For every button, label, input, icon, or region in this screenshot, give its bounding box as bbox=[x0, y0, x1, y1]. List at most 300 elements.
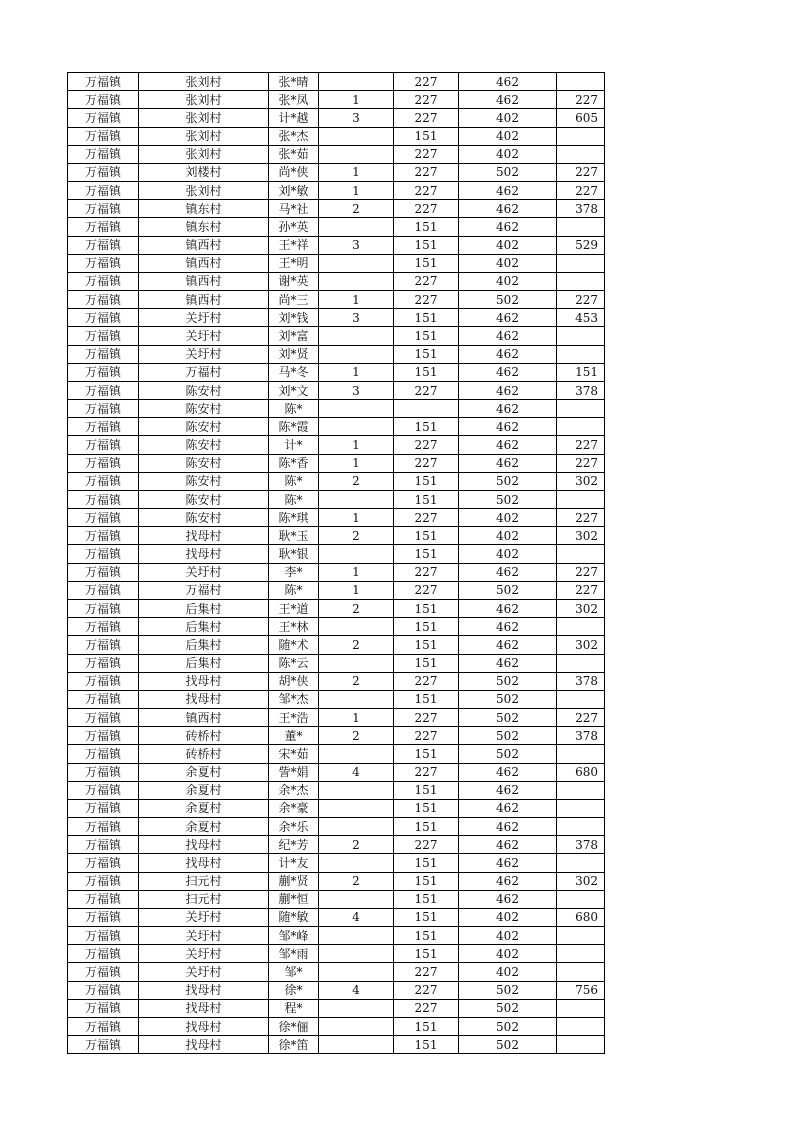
village-cell: 扫元村 bbox=[139, 890, 269, 908]
town-cell: 万福镇 bbox=[68, 763, 139, 781]
name-cell: 耿*银 bbox=[269, 545, 319, 563]
village-cell: 张刘村 bbox=[139, 91, 269, 109]
table-row bbox=[68, 400, 605, 418]
amount-b-cell: 462 bbox=[459, 381, 557, 399]
town-cell: 万福镇 bbox=[68, 836, 139, 854]
town-cell: 万福镇 bbox=[68, 163, 139, 181]
table-row bbox=[68, 709, 605, 727]
total-cell bbox=[557, 73, 605, 91]
amount-a-cell: 151 bbox=[394, 345, 459, 363]
total-cell bbox=[557, 963, 605, 981]
amount-a-cell: 151 bbox=[394, 327, 459, 345]
total-cell: 227 bbox=[557, 454, 605, 472]
table-row bbox=[68, 163, 605, 181]
total-cell: 378 bbox=[557, 381, 605, 399]
count-cell: 2 bbox=[319, 636, 394, 654]
town-cell: 万福镇 bbox=[68, 818, 139, 836]
village-cell: 找母村 bbox=[139, 999, 269, 1017]
name-cell: 随*敏 bbox=[269, 908, 319, 926]
amount-a-cell: 151 bbox=[394, 636, 459, 654]
amount-b-cell: 402 bbox=[459, 272, 557, 290]
amount-a-cell: 151 bbox=[394, 127, 459, 145]
amount-a-cell: 227 bbox=[394, 200, 459, 218]
name-cell: 刘*富 bbox=[269, 327, 319, 345]
table-row bbox=[68, 127, 605, 145]
village-cell: 张刘村 bbox=[139, 145, 269, 163]
town-cell: 万福镇 bbox=[68, 490, 139, 508]
total-cell: 302 bbox=[557, 636, 605, 654]
name-cell: 徐* bbox=[269, 981, 319, 999]
town-cell: 万福镇 bbox=[68, 381, 139, 399]
amount-a-cell: 227 bbox=[394, 291, 459, 309]
table-row bbox=[68, 745, 605, 763]
name-cell: 宋*茹 bbox=[269, 745, 319, 763]
name-cell: 计* bbox=[269, 436, 319, 454]
village-cell: 镇西村 bbox=[139, 709, 269, 727]
name-cell: 耿*玉 bbox=[269, 527, 319, 545]
count-cell: 2 bbox=[319, 527, 394, 545]
name-cell: 计*越 bbox=[269, 109, 319, 127]
town-cell: 万福镇 bbox=[68, 418, 139, 436]
count-cell bbox=[319, 345, 394, 363]
town-cell: 万福镇 bbox=[68, 309, 139, 327]
name-cell: 蒯*恒 bbox=[269, 890, 319, 908]
town-cell: 万福镇 bbox=[68, 945, 139, 963]
amount-b-cell: 462 bbox=[459, 309, 557, 327]
name-cell: 陈*云 bbox=[269, 654, 319, 672]
total-cell bbox=[557, 400, 605, 418]
total-cell: 302 bbox=[557, 472, 605, 490]
total-cell bbox=[557, 127, 605, 145]
name-cell: 张*茹 bbox=[269, 145, 319, 163]
town-cell: 万福镇 bbox=[68, 1017, 139, 1035]
town-cell: 万福镇 bbox=[68, 654, 139, 672]
table-row bbox=[68, 418, 605, 436]
count-cell bbox=[319, 963, 394, 981]
amount-b-cell: 462 bbox=[459, 763, 557, 781]
village-cell: 砖桥村 bbox=[139, 745, 269, 763]
total-cell: 302 bbox=[557, 527, 605, 545]
name-cell: 王*明 bbox=[269, 254, 319, 272]
total-cell: 227 bbox=[557, 436, 605, 454]
table-row bbox=[68, 872, 605, 890]
amount-b-cell: 402 bbox=[459, 236, 557, 254]
table-row bbox=[68, 727, 605, 745]
town-cell: 万福镇 bbox=[68, 472, 139, 490]
amount-b-cell: 502 bbox=[459, 490, 557, 508]
town-cell: 万福镇 bbox=[68, 327, 139, 345]
count-cell: 1 bbox=[319, 91, 394, 109]
amount-a-cell: 227 bbox=[394, 763, 459, 781]
amount-b-cell: 502 bbox=[459, 690, 557, 708]
name-cell: 刘*敏 bbox=[269, 182, 319, 200]
count-cell: 2 bbox=[319, 599, 394, 617]
village-cell: 关圩村 bbox=[139, 309, 269, 327]
name-cell: 刘*钱 bbox=[269, 309, 319, 327]
total-cell bbox=[557, 1017, 605, 1035]
name-cell: 董* bbox=[269, 727, 319, 745]
table-row bbox=[68, 436, 605, 454]
amount-b-cell: 402 bbox=[459, 927, 557, 945]
town-cell: 万福镇 bbox=[68, 581, 139, 599]
amount-a-cell: 151 bbox=[394, 363, 459, 381]
village-cell: 关圩村 bbox=[139, 345, 269, 363]
amount-b-cell: 462 bbox=[459, 73, 557, 91]
name-cell: 陈* bbox=[269, 400, 319, 418]
name-cell: 孙*英 bbox=[269, 218, 319, 236]
table-row bbox=[68, 291, 605, 309]
total-cell: 227 bbox=[557, 182, 605, 200]
amount-b-cell: 462 bbox=[459, 654, 557, 672]
name-cell: 李* bbox=[269, 563, 319, 581]
amount-b-cell: 462 bbox=[459, 436, 557, 454]
count-cell bbox=[319, 327, 394, 345]
total-cell: 227 bbox=[557, 163, 605, 181]
table-row bbox=[68, 509, 605, 527]
town-cell: 万福镇 bbox=[68, 981, 139, 999]
count-cell: 3 bbox=[319, 309, 394, 327]
name-cell: 马*社 bbox=[269, 200, 319, 218]
table-row bbox=[68, 309, 605, 327]
amount-a-cell: 227 bbox=[394, 581, 459, 599]
amount-b-cell: 502 bbox=[459, 745, 557, 763]
name-cell: 胡*侠 bbox=[269, 672, 319, 690]
name-cell: 邹*峰 bbox=[269, 927, 319, 945]
amount-a-cell: 151 bbox=[394, 927, 459, 945]
amount-a-cell: 151 bbox=[394, 799, 459, 817]
town-cell: 万福镇 bbox=[68, 563, 139, 581]
amount-b-cell: 502 bbox=[459, 1017, 557, 1035]
amount-a-cell: 227 bbox=[394, 272, 459, 290]
count-cell: 1 bbox=[319, 563, 394, 581]
table-row bbox=[68, 218, 605, 236]
town-cell: 万福镇 bbox=[68, 236, 139, 254]
amount-b-cell: 502 bbox=[459, 291, 557, 309]
count-cell bbox=[319, 927, 394, 945]
amount-b-cell: 462 bbox=[459, 563, 557, 581]
total-cell bbox=[557, 890, 605, 908]
name-cell: 计*友 bbox=[269, 854, 319, 872]
amount-a-cell: 151 bbox=[394, 545, 459, 563]
table-row bbox=[68, 781, 605, 799]
village-cell: 关圩村 bbox=[139, 945, 269, 963]
village-cell: 后集村 bbox=[139, 654, 269, 672]
name-cell: 刘*贤 bbox=[269, 345, 319, 363]
town-cell: 万福镇 bbox=[68, 345, 139, 363]
amount-a-cell: 151 bbox=[394, 854, 459, 872]
count-cell: 2 bbox=[319, 872, 394, 890]
table-row bbox=[68, 563, 605, 581]
amount-b-cell: 462 bbox=[459, 872, 557, 890]
table-row bbox=[68, 490, 605, 508]
town-cell: 万福镇 bbox=[68, 436, 139, 454]
village-cell: 张刘村 bbox=[139, 73, 269, 91]
table-row bbox=[68, 454, 605, 472]
count-cell: 1 bbox=[319, 291, 394, 309]
amount-b-cell: 502 bbox=[459, 1036, 557, 1054]
town-cell: 万福镇 bbox=[68, 618, 139, 636]
village-cell: 关圩村 bbox=[139, 563, 269, 581]
name-cell: 陈*香 bbox=[269, 454, 319, 472]
name-cell: 陈* bbox=[269, 472, 319, 490]
count-cell bbox=[319, 890, 394, 908]
total-cell: 680 bbox=[557, 763, 605, 781]
count-cell bbox=[319, 799, 394, 817]
town-cell: 万福镇 bbox=[68, 799, 139, 817]
name-cell: 程* bbox=[269, 999, 319, 1017]
count-cell: 3 bbox=[319, 381, 394, 399]
table-row bbox=[68, 345, 605, 363]
total-cell: 227 bbox=[557, 291, 605, 309]
count-cell bbox=[319, 400, 394, 418]
name-cell: 刘*文 bbox=[269, 381, 319, 399]
amount-b-cell: 462 bbox=[459, 200, 557, 218]
name-cell: 訾*娟 bbox=[269, 763, 319, 781]
count-cell: 4 bbox=[319, 908, 394, 926]
amount-a-cell: 227 bbox=[394, 963, 459, 981]
table-row bbox=[68, 636, 605, 654]
table-row bbox=[68, 672, 605, 690]
town-cell: 万福镇 bbox=[68, 854, 139, 872]
amount-b-cell: 462 bbox=[459, 618, 557, 636]
amount-a-cell: 227 bbox=[394, 836, 459, 854]
name-cell: 王*浩 bbox=[269, 709, 319, 727]
total-cell bbox=[557, 745, 605, 763]
village-cell: 余夏村 bbox=[139, 818, 269, 836]
amount-b-cell: 462 bbox=[459, 218, 557, 236]
total-cell bbox=[557, 490, 605, 508]
total-cell bbox=[557, 999, 605, 1017]
count-cell: 3 bbox=[319, 109, 394, 127]
village-cell: 张刘村 bbox=[139, 127, 269, 145]
table-row bbox=[68, 654, 605, 672]
amount-a-cell: 227 bbox=[394, 73, 459, 91]
village-cell: 陈安村 bbox=[139, 418, 269, 436]
count-cell bbox=[319, 1036, 394, 1054]
total-cell: 227 bbox=[557, 563, 605, 581]
count-cell bbox=[319, 545, 394, 563]
name-cell: 徐*笛 bbox=[269, 1036, 319, 1054]
amount-a-cell: 227 bbox=[394, 145, 459, 163]
name-cell: 余*杰 bbox=[269, 781, 319, 799]
amount-a-cell: 151 bbox=[394, 908, 459, 926]
name-cell: 余*豪 bbox=[269, 799, 319, 817]
name-cell: 王*道 bbox=[269, 599, 319, 617]
table-body bbox=[68, 73, 605, 1054]
town-cell: 万福镇 bbox=[68, 636, 139, 654]
name-cell: 徐*俪 bbox=[269, 1017, 319, 1035]
amount-a-cell: 227 bbox=[394, 381, 459, 399]
village-cell: 找母村 bbox=[139, 981, 269, 999]
village-cell: 关圩村 bbox=[139, 327, 269, 345]
count-cell: 4 bbox=[319, 763, 394, 781]
town-cell: 万福镇 bbox=[68, 218, 139, 236]
village-cell: 陈安村 bbox=[139, 509, 269, 527]
count-cell bbox=[319, 618, 394, 636]
count-cell: 1 bbox=[319, 581, 394, 599]
amount-b-cell: 502 bbox=[459, 581, 557, 599]
village-cell: 张刘村 bbox=[139, 109, 269, 127]
town-cell: 万福镇 bbox=[68, 599, 139, 617]
count-cell bbox=[319, 1017, 394, 1035]
table-row bbox=[68, 854, 605, 872]
table-row bbox=[68, 908, 605, 926]
amount-b-cell: 462 bbox=[459, 818, 557, 836]
amount-a-cell: 151 bbox=[394, 472, 459, 490]
amount-a-cell: 151 bbox=[394, 654, 459, 672]
table-row bbox=[68, 545, 605, 563]
total-cell: 378 bbox=[557, 836, 605, 854]
village-cell: 余夏村 bbox=[139, 799, 269, 817]
total-cell bbox=[557, 272, 605, 290]
name-cell: 张*凤 bbox=[269, 91, 319, 109]
count-cell: 2 bbox=[319, 727, 394, 745]
count-cell bbox=[319, 999, 394, 1017]
total-cell bbox=[557, 345, 605, 363]
village-cell: 扫元村 bbox=[139, 872, 269, 890]
town-cell: 万福镇 bbox=[68, 527, 139, 545]
total-cell: 605 bbox=[557, 109, 605, 127]
count-cell bbox=[319, 781, 394, 799]
village-cell: 镇西村 bbox=[139, 254, 269, 272]
total-cell: 227 bbox=[557, 509, 605, 527]
village-cell: 陈安村 bbox=[139, 400, 269, 418]
data-table bbox=[67, 72, 605, 1054]
town-cell: 万福镇 bbox=[68, 872, 139, 890]
name-cell: 陈* bbox=[269, 581, 319, 599]
amount-b-cell: 462 bbox=[459, 345, 557, 363]
table-row bbox=[68, 236, 605, 254]
count-cell: 1 bbox=[319, 454, 394, 472]
amount-b-cell: 462 bbox=[459, 781, 557, 799]
name-cell: 尚*三 bbox=[269, 291, 319, 309]
town-cell: 万福镇 bbox=[68, 272, 139, 290]
town-cell: 万福镇 bbox=[68, 509, 139, 527]
amount-a-cell: 227 bbox=[394, 672, 459, 690]
amount-a-cell: 151 bbox=[394, 945, 459, 963]
amount-b-cell: 462 bbox=[459, 91, 557, 109]
total-cell bbox=[557, 145, 605, 163]
amount-b-cell: 462 bbox=[459, 363, 557, 381]
amount-a-cell: 227 bbox=[394, 454, 459, 472]
total-cell bbox=[557, 854, 605, 872]
amount-b-cell: 502 bbox=[459, 472, 557, 490]
total-cell: 378 bbox=[557, 727, 605, 745]
table-row bbox=[68, 927, 605, 945]
amount-a-cell: 151 bbox=[394, 309, 459, 327]
village-cell: 镇西村 bbox=[139, 272, 269, 290]
village-cell: 刘楼村 bbox=[139, 163, 269, 181]
total-cell bbox=[557, 1036, 605, 1054]
amount-b-cell: 402 bbox=[459, 509, 557, 527]
village-cell: 陈安村 bbox=[139, 472, 269, 490]
count-cell bbox=[319, 945, 394, 963]
name-cell: 蒯*贤 bbox=[269, 872, 319, 890]
town-cell: 万福镇 bbox=[68, 999, 139, 1017]
amount-a-cell: 151 bbox=[394, 218, 459, 236]
village-cell: 余夏村 bbox=[139, 781, 269, 799]
table-row bbox=[68, 963, 605, 981]
amount-b-cell: 462 bbox=[459, 799, 557, 817]
village-cell: 关圩村 bbox=[139, 908, 269, 926]
total-cell: 151 bbox=[557, 363, 605, 381]
amount-b-cell: 402 bbox=[459, 254, 557, 272]
total-cell bbox=[557, 818, 605, 836]
amount-b-cell: 462 bbox=[459, 836, 557, 854]
total-cell bbox=[557, 690, 605, 708]
village-cell: 找母村 bbox=[139, 527, 269, 545]
town-cell: 万福镇 bbox=[68, 545, 139, 563]
table-row bbox=[68, 254, 605, 272]
village-cell: 找母村 bbox=[139, 1036, 269, 1054]
village-cell: 镇西村 bbox=[139, 236, 269, 254]
table-row bbox=[68, 1036, 605, 1054]
town-cell: 万福镇 bbox=[68, 254, 139, 272]
count-cell: 1 bbox=[319, 163, 394, 181]
count-cell: 1 bbox=[319, 436, 394, 454]
count-cell bbox=[319, 272, 394, 290]
amount-a-cell: 151 bbox=[394, 618, 459, 636]
amount-a-cell bbox=[394, 400, 459, 418]
amount-b-cell: 502 bbox=[459, 727, 557, 745]
table-row bbox=[68, 581, 605, 599]
village-cell: 后集村 bbox=[139, 599, 269, 617]
count-cell: 2 bbox=[319, 672, 394, 690]
amount-a-cell: 227 bbox=[394, 91, 459, 109]
count-cell bbox=[319, 745, 394, 763]
name-cell: 随*术 bbox=[269, 636, 319, 654]
amount-b-cell: 462 bbox=[459, 327, 557, 345]
village-cell: 万福村 bbox=[139, 581, 269, 599]
amount-a-cell: 151 bbox=[394, 690, 459, 708]
count-cell bbox=[319, 818, 394, 836]
count-cell: 2 bbox=[319, 836, 394, 854]
village-cell: 镇东村 bbox=[139, 200, 269, 218]
village-cell: 找母村 bbox=[139, 690, 269, 708]
name-cell: 王*林 bbox=[269, 618, 319, 636]
town-cell: 万福镇 bbox=[68, 727, 139, 745]
count-cell bbox=[319, 127, 394, 145]
name-cell: 邹*雨 bbox=[269, 945, 319, 963]
village-cell: 余夏村 bbox=[139, 763, 269, 781]
amount-b-cell: 502 bbox=[459, 672, 557, 690]
name-cell: 尚*侠 bbox=[269, 163, 319, 181]
town-cell: 万福镇 bbox=[68, 745, 139, 763]
village-cell: 后集村 bbox=[139, 636, 269, 654]
amount-a-cell: 227 bbox=[394, 182, 459, 200]
amount-a-cell: 151 bbox=[394, 254, 459, 272]
village-cell: 陈安村 bbox=[139, 381, 269, 399]
count-cell: 2 bbox=[319, 200, 394, 218]
amount-b-cell: 462 bbox=[459, 636, 557, 654]
village-cell: 找母村 bbox=[139, 545, 269, 563]
town-cell: 万福镇 bbox=[68, 291, 139, 309]
name-cell: 陈*霞 bbox=[269, 418, 319, 436]
total-cell: 227 bbox=[557, 581, 605, 599]
total-cell bbox=[557, 781, 605, 799]
amount-a-cell: 151 bbox=[394, 527, 459, 545]
count-cell bbox=[319, 854, 394, 872]
name-cell: 陈*琪 bbox=[269, 509, 319, 527]
amount-a-cell: 227 bbox=[394, 727, 459, 745]
name-cell: 邹*杰 bbox=[269, 690, 319, 708]
total-cell bbox=[557, 218, 605, 236]
name-cell: 张*晴 bbox=[269, 73, 319, 91]
table-row bbox=[68, 363, 605, 381]
amount-a-cell: 151 bbox=[394, 745, 459, 763]
total-cell bbox=[557, 254, 605, 272]
count-cell: 2 bbox=[319, 472, 394, 490]
